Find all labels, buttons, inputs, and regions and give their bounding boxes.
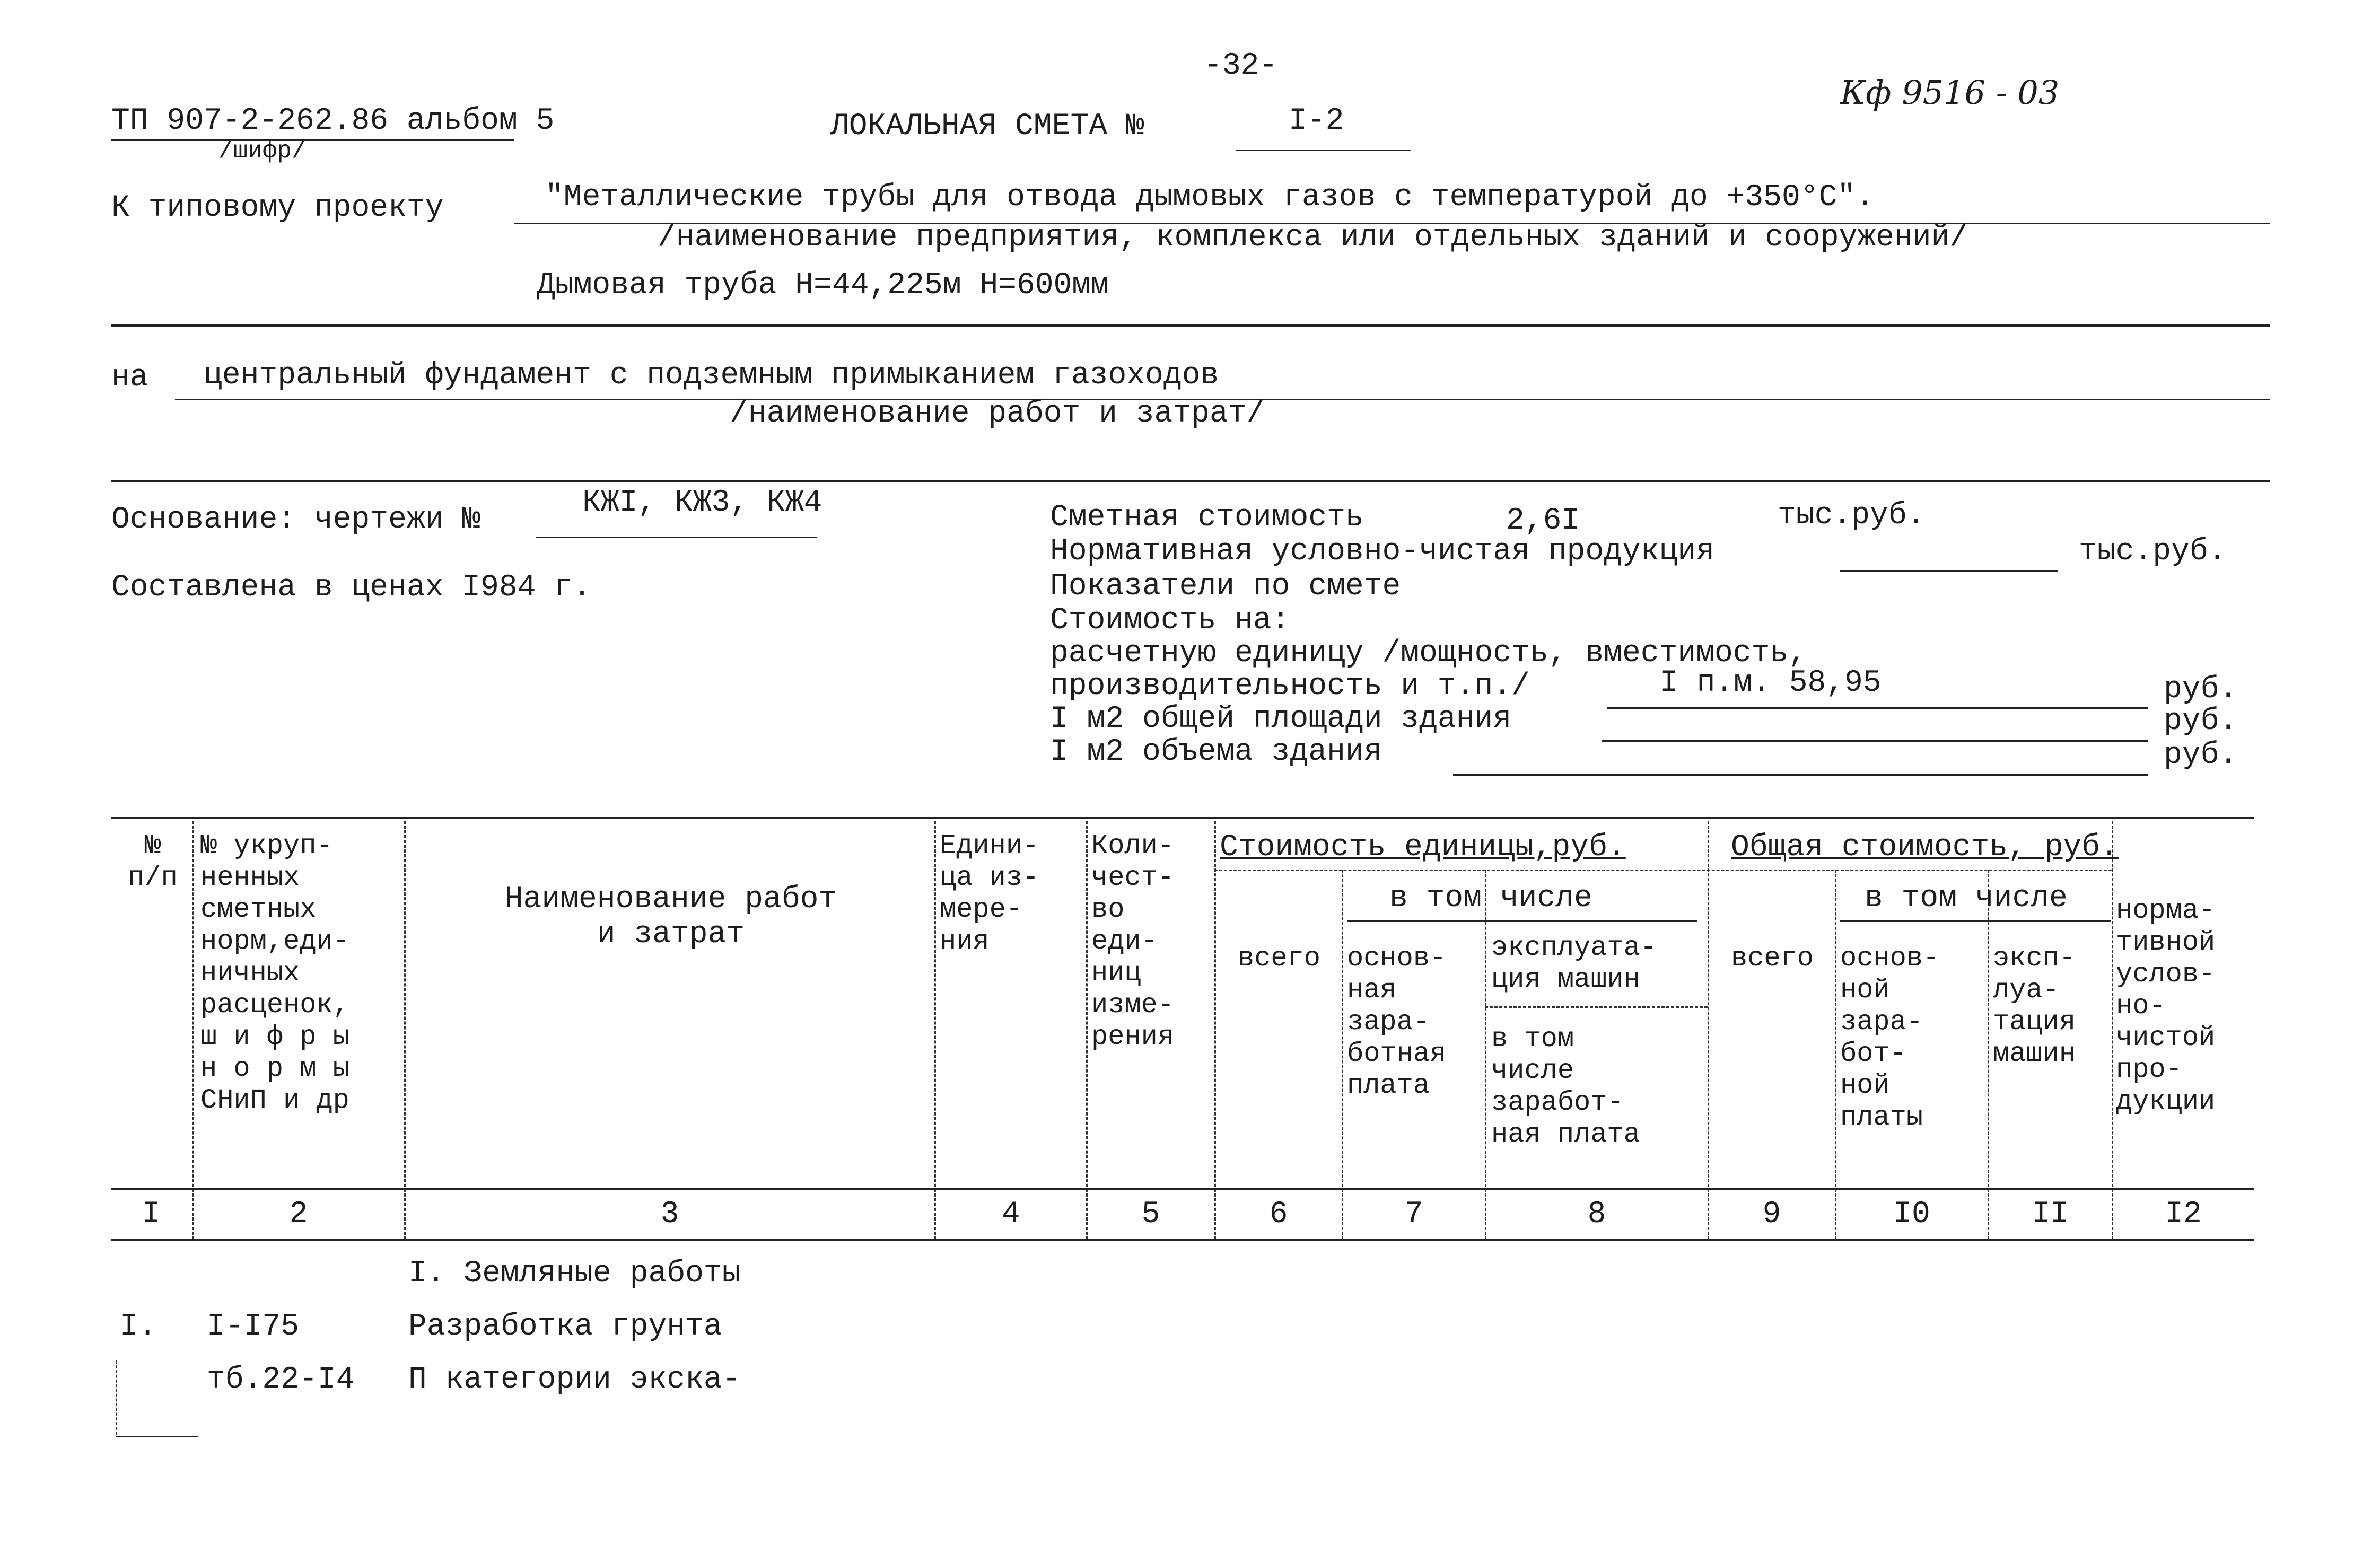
col-sep-5	[1214, 821, 1216, 1240]
col8-inner-divider	[1485, 1006, 1708, 1008]
project-code-underline	[111, 139, 514, 141]
header-col9	[1710, 943, 1835, 975]
header-col3-line-1: Наименование работ	[504, 882, 837, 917]
col-sep-10	[1988, 870, 1989, 1240]
header-col10-line-6: платы	[1840, 1102, 1923, 1133]
header-col2-line-2: ненных	[200, 862, 300, 893]
header-col12-line-2: тивной	[2116, 927, 2216, 958]
header-col7-line-3: зара-	[1347, 1006, 1430, 1038]
unit-value: I п.м. 58,95	[1660, 666, 1882, 700]
col-number-6: 6	[1269, 1197, 1288, 1232]
unit-label-line2: производительность и т.п./	[1050, 669, 1530, 704]
unit-cost-group-header: Стоимость единицы,руб.	[1220, 830, 1626, 865]
header-col3	[414, 882, 928, 952]
header-col11-line-4: машин	[1993, 1038, 2076, 1069]
header-col11-line-1: эксп-	[1993, 943, 2076, 974]
col-sep-6	[1342, 870, 1343, 1240]
header-col5-line-4: еди-	[1091, 926, 1158, 957]
project-code-caption: /шифр/	[218, 137, 307, 165]
header-col8-bottom-line-4: ная плата	[1491, 1119, 1640, 1150]
document-title: ЛОКАЛЬНАЯ СМЕТА №	[830, 109, 1144, 144]
cost-per-label: Стоимость на:	[1050, 603, 1290, 638]
header-col1-line-1: №	[144, 830, 161, 862]
header-col4	[940, 830, 1083, 958]
basis-drawings: КЖI, КЖ3, КЖ4	[582, 486, 822, 520]
work-label: на	[111, 361, 148, 395]
header-col5-line-1: Коли-	[1091, 830, 1175, 862]
header-col12-line-6: про-	[2116, 1054, 2182, 1085]
object-name: Дымовая труба Н=44,225м Н=600мм	[537, 268, 1109, 303]
normative-unit: тыс.руб.	[2079, 534, 2227, 569]
header-col2-line-7: ш и ф р ы	[200, 1021, 349, 1052]
col-sep-4	[1086, 821, 1088, 1240]
header-col11-line-2: луа-	[1993, 975, 2059, 1006]
total-cost-group-header: Общая стоимость, руб.	[1731, 830, 2119, 865]
header-col2-line-3: сметных	[200, 894, 317, 925]
section-title: I. Земляные работы	[408, 1257, 741, 1291]
header-col8-bottom-line-2: числе	[1491, 1055, 1574, 1086]
col-sep-9	[1835, 870, 1836, 1240]
estimate-number: I-2	[1289, 104, 1344, 138]
col-number-9: 9	[1762, 1197, 1781, 1232]
col-number-1: I	[142, 1197, 161, 1232]
header-col12-line-4: но-	[2116, 990, 2166, 1022]
normative-label: Нормативная условно-чистая продукция	[1050, 534, 1715, 569]
header-col4-line-3: мере-	[940, 894, 1023, 925]
col-number-4: 4	[1001, 1197, 1020, 1232]
header-col2-line-4: норм,еди-	[200, 926, 349, 957]
work-name: центральный фундамент с подземным примыканием газоходов	[204, 358, 1219, 393]
col-sep-3	[934, 821, 936, 1240]
indicators-label: Показатели по смете	[1050, 569, 1401, 604]
group-header-divider	[1214, 870, 2112, 871]
col-sep-8	[1708, 821, 1709, 1240]
area-underline	[1602, 740, 2148, 742]
header-col8-top-line-1: эксплуата-	[1491, 932, 1657, 963]
area-label: I м2 общей площади здания	[1050, 702, 1512, 736]
header-col11	[1993, 943, 2112, 1070]
cost-unit: тыс.руб.	[1778, 498, 1926, 533]
header-col10-line-4: бот-	[1840, 1038, 1906, 1069]
header-col7-line-2: ная	[1347, 975, 1397, 1006]
volume-label: I м2 объема здания	[1050, 735, 1382, 769]
row-bottom-stub	[116, 1436, 198, 1437]
row-2-code: тб.22-I4	[207, 1363, 355, 1397]
header-col2-line-5: ничных	[200, 958, 300, 989]
header-col12-line-3: услов-	[2116, 959, 2216, 990]
row-1-code: I-I75	[207, 1310, 300, 1344]
header-col2-line-6: расценок,	[200, 989, 349, 1021]
header-col12	[2116, 895, 2254, 1118]
header-col12-line-1: норма-	[2116, 895, 2216, 926]
col-sep-7	[1485, 870, 1486, 1240]
header-col11-line-3: тация	[1993, 1006, 2076, 1038]
row-1-name: Разработка грунта	[408, 1310, 722, 1344]
header-col7-line-4: ботная	[1347, 1038, 1447, 1069]
handwritten-archive-code: Кф 9516 - 03	[1840, 73, 2060, 112]
project-name-caption: /наименование предприятия, комплекса или отдельных зданий и сооружений/	[658, 221, 1968, 255]
estimate-number-underline	[1236, 150, 1411, 151]
unit-value-underline	[1607, 707, 2148, 709]
cost-label: Сметная стоимость	[1050, 501, 1364, 535]
col-number-10: I0	[1893, 1197, 1930, 1232]
project-label: К типовому проекту	[111, 191, 444, 225]
col-number-3: 3	[660, 1197, 679, 1232]
col-number-7: 7	[1404, 1197, 1423, 1232]
unit-cost-including: в том числе	[1389, 881, 1592, 916]
col-number-8: 8	[1587, 1197, 1606, 1232]
header-col8-bottom-line-3: заработ-	[1491, 1087, 1624, 1118]
volume-underline	[1453, 774, 2148, 776]
header-col1	[116, 830, 190, 894]
header-col7	[1347, 943, 1485, 1102]
divider-1	[111, 324, 2270, 327]
header-bottom-border	[111, 1188, 2254, 1190]
prices-year: Составлена в ценах I984 г.	[111, 570, 591, 605]
col-number-bottom-border	[111, 1239, 2254, 1241]
work-name-caption: /наименование работ и затрат/	[730, 397, 1265, 431]
header-col5-line-7: рения	[1091, 1021, 1175, 1052]
total-cost-including: в том числе	[1865, 881, 2068, 916]
total-cost-including-underline	[1840, 920, 2111, 922]
header-col8-bottom	[1491, 1023, 1703, 1151]
header-col5-line-5: ниц	[1091, 958, 1141, 989]
header-col2	[200, 830, 402, 1117]
header-col2-line-1: № укруп-	[200, 830, 333, 862]
header-col1-line-2: п/п	[128, 862, 178, 893]
col-sep-2	[404, 821, 406, 1240]
area-currency: руб.	[2164, 704, 2238, 739]
header-col8-top-line-2: ция машин	[1491, 964, 1640, 995]
header-col12-line-5: чистой	[2116, 1022, 2216, 1054]
col-number-11: II	[2032, 1197, 2069, 1232]
header-col10-line-3: зара-	[1840, 1006, 1923, 1038]
header-col6-line-1: всего	[1237, 943, 1321, 974]
unit-currency: руб.	[2164, 672, 2238, 707]
col-number-12: I2	[2165, 1197, 2202, 1232]
cost-value: 2,6I	[1506, 504, 1580, 538]
header-col8-bottom-line-1: в том	[1491, 1023, 1574, 1055]
header-col4-line-4: ния	[940, 926, 990, 957]
header-col9-line-1: всего	[1730, 943, 1814, 974]
col-number-5: 5	[1141, 1197, 1160, 1232]
col-sep-1	[192, 821, 194, 1240]
header-col8-top	[1491, 932, 1703, 996]
page-number: -32-	[1204, 49, 1278, 83]
project-code: ТП 907-2-262.86 альбом 5	[111, 104, 555, 138]
header-col5-line-6: изме-	[1091, 989, 1175, 1021]
project-name: "Металлические трубы для отвода дымовых газов с температурой до +350°С".	[545, 180, 1875, 215]
col-sep-11	[2112, 821, 2113, 1240]
table-top-border	[111, 817, 2254, 819]
header-col4-line-1: Едини-	[940, 830, 1039, 862]
unit-cost-including-underline	[1347, 920, 1697, 922]
row-2-name: П категории экска-	[408, 1363, 741, 1397]
header-col10	[1840, 943, 1987, 1134]
row-1-number: I.	[120, 1310, 157, 1344]
header-col3-line-2: и затрат	[597, 917, 745, 952]
volume-currency: руб.	[2164, 738, 2238, 772]
header-col2-line-9: СНиП и др	[200, 1085, 349, 1116]
unit-label-line1: расчетную единицу /мощность, вместимость,	[1050, 636, 1807, 671]
header-col4-line-2: ца из-	[940, 862, 1039, 893]
header-col10-line-5: ной	[1840, 1070, 1890, 1101]
normative-underline	[1840, 570, 2058, 572]
divider-2	[111, 480, 2270, 482]
col-number-2: 2	[289, 1197, 308, 1232]
header-col7-line-5: плата	[1347, 1070, 1430, 1101]
header-col5-line-2: чест-	[1091, 862, 1175, 893]
header-col5-line-3: во	[1091, 894, 1125, 925]
header-col12-line-7: дукции	[2116, 1086, 2216, 1117]
header-col10-line-1: основ-	[1840, 943, 1940, 974]
header-col2-line-8: н о р м ы	[200, 1053, 349, 1084]
header-col6	[1217, 943, 1342, 975]
header-col7-line-1: основ-	[1347, 943, 1447, 974]
basis-label: Основание: чертежи №	[111, 503, 481, 537]
basis-drawings-underline	[536, 537, 817, 538]
row-left-edge	[116, 1360, 117, 1435]
header-col10-line-2: ной	[1840, 975, 1890, 1006]
header-col5	[1091, 830, 1213, 1053]
